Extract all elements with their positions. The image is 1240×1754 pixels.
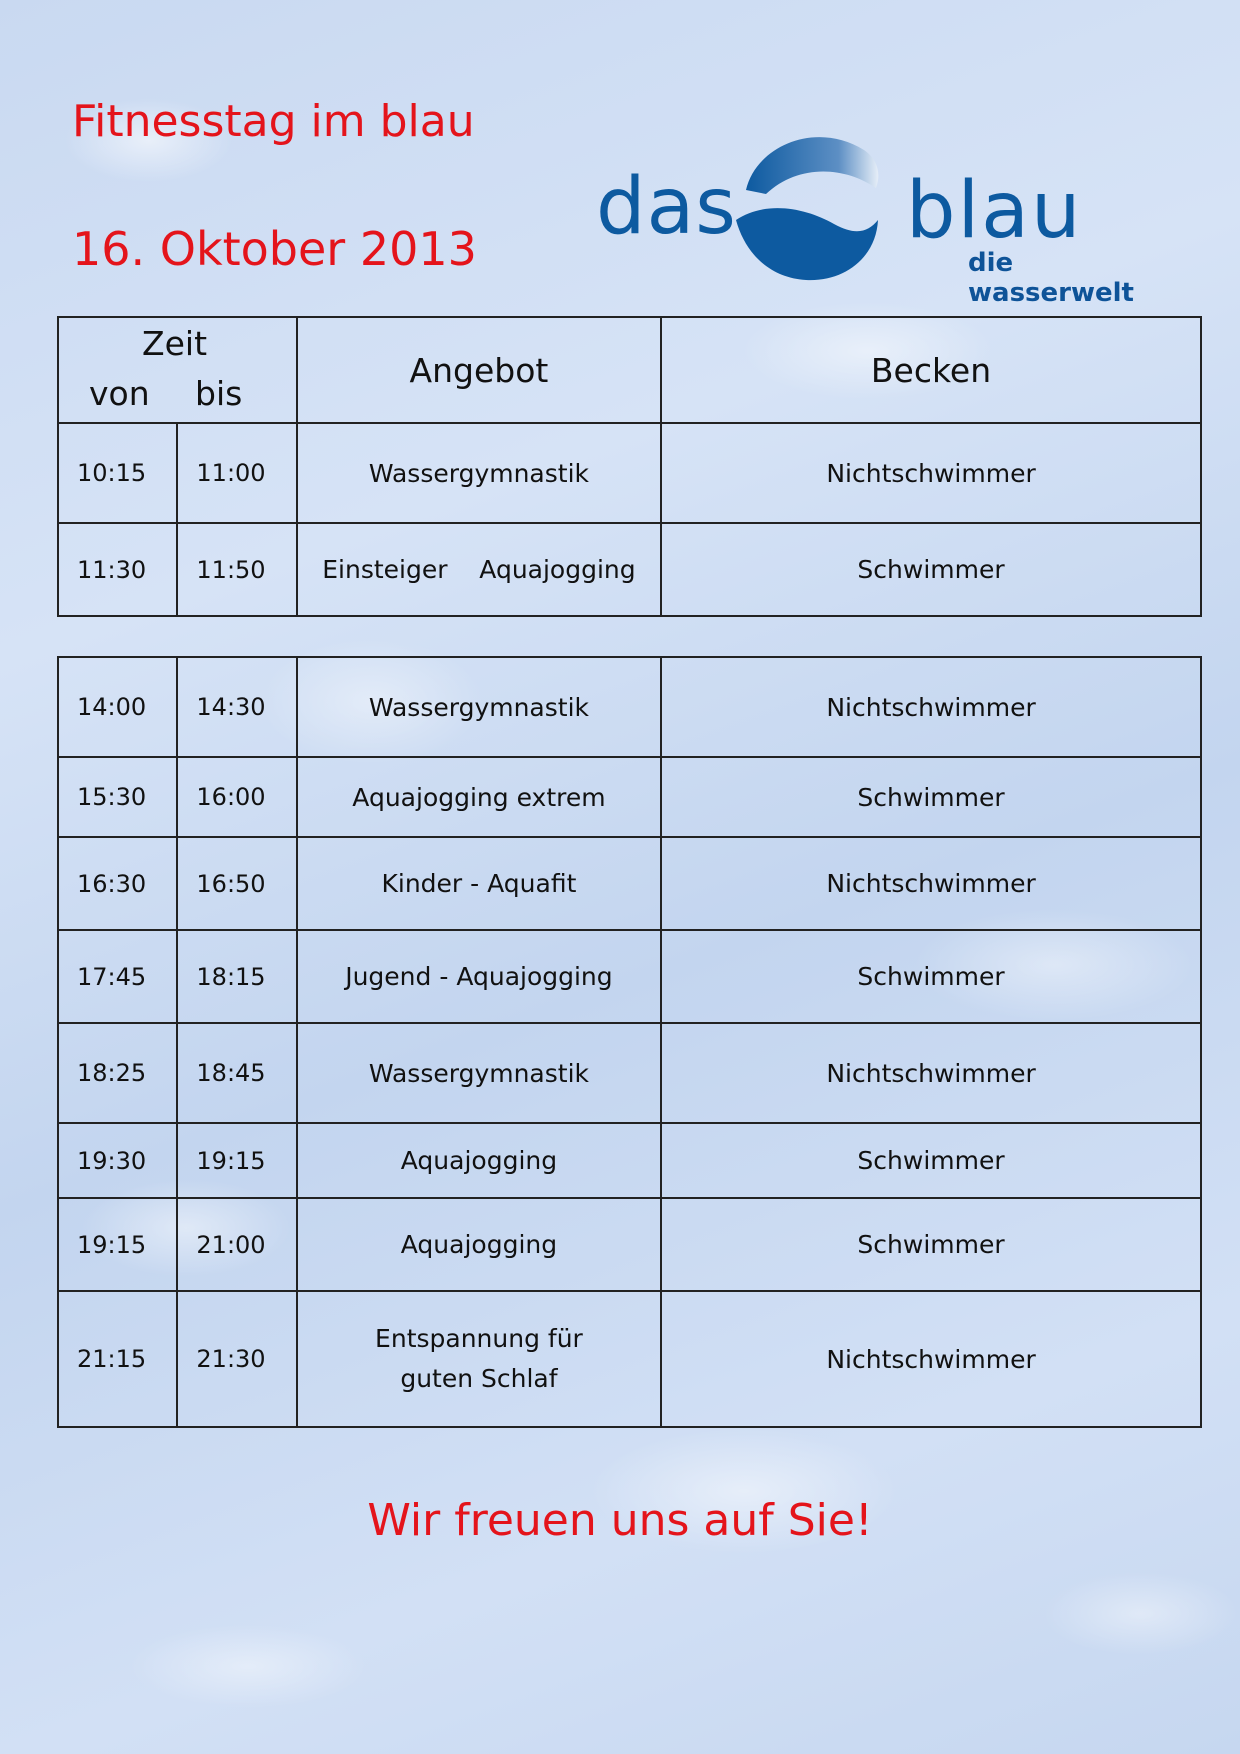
time-to: 11:00 bbox=[177, 423, 296, 523]
time-to: 16:50 bbox=[177, 837, 296, 930]
time-from: 19:15 bbox=[58, 1198, 177, 1291]
pool: Nichtschwimmer bbox=[661, 1291, 1201, 1427]
time-from: 18:25 bbox=[58, 1023, 177, 1123]
time-to: 16:00 bbox=[177, 757, 296, 837]
time-from: 16:30 bbox=[58, 837, 177, 930]
activity: Kinder - Aquafit bbox=[297, 837, 661, 930]
table-row bbox=[58, 837, 1201, 930]
table-row bbox=[58, 1123, 1201, 1198]
table-row bbox=[58, 1291, 1201, 1427]
table-row bbox=[58, 657, 1201, 757]
activity: Wassergymnastik bbox=[297, 423, 661, 523]
pool: Nichtschwimmer bbox=[661, 423, 1201, 523]
activity: Wassergymnastik bbox=[297, 1023, 661, 1123]
becken-header: Becken bbox=[661, 317, 1201, 423]
table-row bbox=[58, 1198, 1201, 1291]
activity: Aquajogging extrem bbox=[297, 757, 661, 837]
pool: Schwimmer bbox=[661, 930, 1201, 1023]
wave-logo-icon bbox=[726, 128, 886, 284]
table-row bbox=[58, 1023, 1201, 1123]
pool: Schwimmer bbox=[661, 523, 1201, 616]
pool: Nichtschwimmer bbox=[661, 657, 1201, 757]
von-label: von bbox=[89, 374, 150, 413]
activity: Aquajogging bbox=[297, 1198, 661, 1291]
time-from: 10:15 bbox=[58, 423, 177, 523]
zeit-header bbox=[58, 317, 297, 423]
logo-word-left: das bbox=[596, 162, 737, 252]
activity: Einsteiger Aquajogging bbox=[297, 523, 661, 616]
pool: Schwimmer bbox=[661, 757, 1201, 837]
logo-word-right: blau bbox=[906, 166, 1083, 256]
logo-tagline: die wasserwelt bbox=[968, 248, 1134, 308]
time-to: 18:15 bbox=[177, 930, 296, 1023]
schedule-table-afternoon bbox=[57, 656, 1202, 1428]
das-blau-logo bbox=[596, 124, 1176, 308]
time-from: 17:45 bbox=[58, 930, 177, 1023]
activity: Entspannung für guten Schlaf bbox=[297, 1291, 661, 1427]
table-row bbox=[58, 930, 1201, 1023]
time-to: 21:30 bbox=[177, 1291, 296, 1427]
pool: Schwimmer bbox=[661, 1123, 1201, 1198]
time-to: 21:00 bbox=[177, 1198, 296, 1291]
zeit-label: Zeit bbox=[142, 324, 208, 363]
event-date: 16. Oktober 2013 bbox=[72, 222, 477, 276]
pool: Nichtschwimmer bbox=[661, 1023, 1201, 1123]
time-from: 15:30 bbox=[58, 757, 177, 837]
pool: Nichtschwimmer bbox=[661, 837, 1201, 930]
footer-message: Wir freuen uns auf Sie! bbox=[367, 1495, 873, 1546]
time-from: 21:15 bbox=[58, 1291, 177, 1427]
pool: Schwimmer bbox=[661, 1198, 1201, 1291]
time-to: 19:15 bbox=[177, 1123, 296, 1198]
table-row bbox=[58, 523, 1201, 616]
time-from: 19:30 bbox=[58, 1123, 177, 1198]
page-title: Fitnesstag im blau bbox=[72, 96, 475, 147]
activity: Wassergymnastik bbox=[297, 657, 661, 757]
table-header-row bbox=[58, 317, 1201, 423]
bis-label: bis bbox=[195, 374, 243, 413]
activity: Aquajogging bbox=[297, 1123, 661, 1198]
schedule-table-morning bbox=[57, 316, 1202, 617]
activity: Jugend - Aquajogging bbox=[297, 930, 661, 1023]
time-from: 14:00 bbox=[58, 657, 177, 757]
time-to: 14:30 bbox=[177, 657, 296, 757]
time-to: 11:50 bbox=[177, 523, 296, 616]
angebot-header: Angebot bbox=[297, 317, 661, 423]
time-to: 18:45 bbox=[177, 1023, 296, 1123]
time-from: 11:30 bbox=[58, 523, 177, 616]
table-row bbox=[58, 423, 1201, 523]
table-row bbox=[58, 757, 1201, 837]
